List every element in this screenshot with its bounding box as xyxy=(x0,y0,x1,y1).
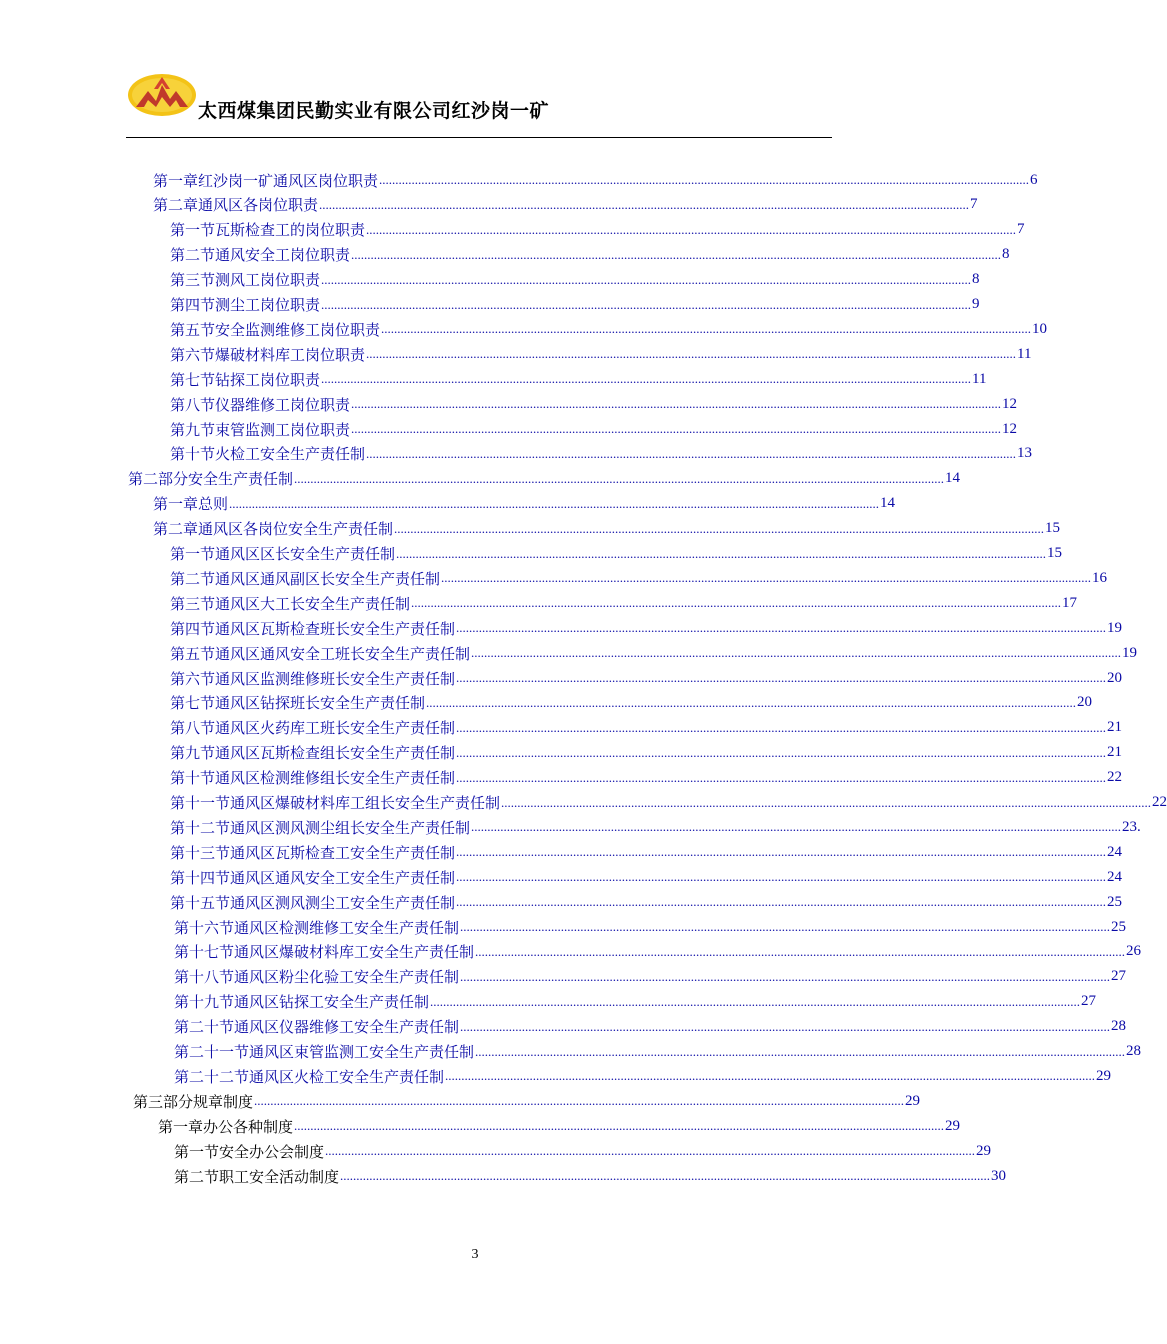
toc-entry-number: 第十节 xyxy=(170,445,216,464)
header-divider xyxy=(126,137,832,138)
toc-entry[interactable] xyxy=(170,866,1123,888)
toc-entry-page: 25 xyxy=(1107,893,1123,910)
toc-entry-page: 9 xyxy=(972,296,980,312)
toc-entry-page: 24 xyxy=(1107,843,1123,860)
toc-entry-number: 第四节 xyxy=(170,296,216,314)
toc-entry[interactable] xyxy=(174,1140,992,1162)
toc-entry-title: 通风区爆破材料库工组长安全生产责任制 xyxy=(230,794,501,812)
toc-entry-number: 第一节 xyxy=(170,545,216,563)
toc-entry-page: 7 xyxy=(970,196,978,213)
toc-leader-dots: ........................................................................................................................................................................................................ xyxy=(321,296,972,312)
toc-leader-dots: ........................................................................................................................................................................................................ xyxy=(460,1018,1111,1034)
toc-entry[interactable] xyxy=(170,592,1078,614)
toc-entry-title: 通风区钻探工安全生产责任制 xyxy=(234,993,430,1012)
toc-leader-dots: ........................................................................................................................................................................................................ xyxy=(366,346,1017,362)
toc-entry[interactable] xyxy=(153,194,978,216)
toc-entry-title: 安全办公会制度 xyxy=(219,1142,325,1161)
toc-entry-page: 22 xyxy=(1152,794,1167,810)
toc-entry-title: 安全生产责任制 xyxy=(188,470,294,489)
toc-entry-title: 通风区火检工安全生产责任制 xyxy=(249,1067,445,1086)
toc-entry[interactable] xyxy=(170,767,1123,789)
toc-entry-title: 办公各种制度 xyxy=(203,1117,294,1136)
toc-entry-page: 29 xyxy=(905,1092,921,1109)
toc-entry-title: 通风安全工岗位职责 xyxy=(215,246,351,265)
toc-entry[interactable] xyxy=(170,667,1123,689)
toc-entry-number: 第八节 xyxy=(170,395,216,414)
toc-entry-page: 12 xyxy=(1002,420,1018,437)
toc-entry-title: 通风区通风安全工班长安全生产责任制 xyxy=(215,644,471,663)
toc-entry-title: 钻探工岗位职责 xyxy=(215,370,321,389)
toc-entry[interactable] xyxy=(158,1115,961,1137)
toc-entry[interactable] xyxy=(170,742,1123,764)
toc-entry-title: 规章制度 xyxy=(193,1092,254,1111)
toc-entry[interactable] xyxy=(170,841,1123,863)
toc-entry-number: 第十六节 xyxy=(174,918,235,937)
toc-entry-number: 第六节 xyxy=(170,669,216,688)
toc-entry-page: 27 xyxy=(1111,968,1127,985)
toc-entry-page: 6 xyxy=(1030,171,1038,188)
toc-entry-title: 红沙岗一矿通风区岗位职责 xyxy=(198,171,379,190)
toc-entry[interactable] xyxy=(170,617,1123,639)
toc-entry-title: 职工安全活动制度 xyxy=(219,1167,340,1186)
toc-entry-page: 27 xyxy=(1081,993,1097,1010)
toc-entry-number: 第十九节 xyxy=(174,993,235,1012)
toc-entry[interactable] xyxy=(170,816,1141,838)
toc-entry-page: 29 xyxy=(945,1117,961,1134)
toc-entry[interactable] xyxy=(170,543,1063,565)
toc-entry-title: 通风区各岗位职责 xyxy=(198,196,319,215)
toc-entry-page: 21 xyxy=(1107,744,1123,761)
toc-entry-title: 通风区火药库工班长安全生产责任制 xyxy=(215,719,456,738)
toc-entry[interactable] xyxy=(174,941,1142,963)
toc-entry[interactable] xyxy=(170,717,1123,739)
toc-entry-page: 7 xyxy=(1017,221,1025,238)
toc-entry-number: 第十八节 xyxy=(174,968,235,987)
toc-entry-title: 通风区通风安全工安全生产责任制 xyxy=(230,868,456,887)
toc-entry-page: 19 xyxy=(1107,619,1123,636)
toc-leader-dots: ........................................................................................................................................................................................................ xyxy=(426,694,1077,710)
toc-entry-title: 通风区测风测尘工安全生产责任制 xyxy=(230,893,456,912)
toc-entry[interactable] xyxy=(128,468,961,490)
toc-entry-number: 第十四节 xyxy=(170,868,231,887)
toc-entry[interactable] xyxy=(153,518,1061,540)
toc-entry[interactable] xyxy=(170,418,1018,440)
page-number: 3 xyxy=(471,1247,479,1262)
toc-entry-title: 安全监测维修工岗位职责 xyxy=(215,320,381,339)
toc-entry-number: 第十三节 xyxy=(170,843,231,862)
toc-entry-number: 第三部分 xyxy=(133,1092,194,1111)
toc-leader-dots: ........................................................................................................................................................................................................ xyxy=(445,1068,1096,1084)
toc-entry-page: 26 xyxy=(1126,943,1142,960)
toc-entry[interactable] xyxy=(170,343,1032,365)
toc-entry-title: 通风区瓦斯检查组长安全生产责任制 xyxy=(215,744,456,763)
toc-leader-dots: ........................................................................................................................................................................................................ xyxy=(456,769,1107,785)
toc-entry-page: 28 xyxy=(1111,1018,1127,1035)
toc-entry[interactable] xyxy=(170,393,1018,415)
company-name: 太西煤集团民勤实业有限公司红沙岗一矿 xyxy=(198,100,550,122)
toc-leader-dots: ........................................................................................................................................................................................................ xyxy=(471,645,1122,661)
toc-entry-page: 8 xyxy=(972,271,980,288)
toc-entry-number: 第二十节 xyxy=(174,1018,235,1037)
toc-entry-page: 8 xyxy=(1002,246,1010,263)
toc-entry-number: 第五节 xyxy=(170,644,216,663)
toc-entry-number: 第六节 xyxy=(170,345,216,364)
toc-entry-title: 通风区仪器维修工安全生产责任制 xyxy=(234,1018,460,1037)
toc-leader-dots: ........................................................................................................................................................................................................ xyxy=(229,495,880,511)
toc-entry-page: 10 xyxy=(1032,320,1048,337)
toc-leader-dots: ........................................................................................................................................................................................................ xyxy=(456,719,1107,735)
toc-leader-dots: ........................................................................................................................................................................................................ xyxy=(321,371,972,387)
toc-entry-number: 第二十二节 xyxy=(174,1067,250,1086)
toc-entry-number: 第一章 xyxy=(153,495,199,514)
toc-entry-number: 第一节 xyxy=(170,221,216,240)
toc-leader-dots: ........................................................................................................................................................................................................ xyxy=(460,919,1111,934)
toc-entry-title: 通风区监测维修班长安全生产责任制 xyxy=(215,669,456,688)
toc-entry-page: 23. xyxy=(1122,818,1141,835)
toc-entry-number: 第二章 xyxy=(153,196,199,215)
toc-entry-title: 通风区检测维修工安全生产责任制 xyxy=(234,918,460,937)
toc-entry-page: 28 xyxy=(1126,1043,1142,1059)
company-logo-icon xyxy=(126,67,198,119)
toc-entry-page: 29 xyxy=(1096,1067,1112,1084)
toc-entry-number: 第四节 xyxy=(170,619,216,638)
toc-entry-title: 通风区束管监测工安全生产责任制 xyxy=(249,1043,475,1061)
toc-entry[interactable] xyxy=(170,443,1033,465)
toc-leader-dots: ........................................................................................................................................................................................................ xyxy=(501,794,1152,810)
toc-entry-number: 第二十一节 xyxy=(174,1043,250,1061)
toc-entry-page: 20 xyxy=(1107,669,1123,686)
toc-entry-number: 第二章 xyxy=(153,520,199,539)
toc-entry-page: 19 xyxy=(1122,644,1138,661)
toc-entry-number: 第八节 xyxy=(170,719,216,738)
toc-leader-dots: ........................................................................................................................................................................................................ xyxy=(394,520,1045,536)
toc-entry-number: 第三节 xyxy=(170,271,216,290)
toc-leader-dots: ........................................................................................................................................................................................................ xyxy=(475,1043,1126,1059)
toc-entry[interactable] xyxy=(170,692,1093,714)
toc-entry[interactable] xyxy=(174,916,1127,938)
toc-entry-page: 11 xyxy=(1017,345,1032,362)
toc-entry-page: 29 xyxy=(976,1142,992,1159)
toc-leader-dots: ........................................................................................................................................................................................................ xyxy=(411,595,1062,611)
toc-entry-page: 24 xyxy=(1107,868,1123,885)
toc-entry-page: 14 xyxy=(945,470,961,487)
toc-leader-dots: ........................................................................................................................................................................................................ xyxy=(456,744,1107,760)
toc-entry-page: 21 xyxy=(1107,719,1123,736)
toc-entry-title: 通风区大工长安全生产责任制 xyxy=(215,594,411,613)
toc-leader-dots: ........................................................................................................................................................................................................ xyxy=(381,321,1032,337)
toc-entry-number: 第十一节 xyxy=(170,794,231,812)
toc-entry-title: 通风区区长安全生产责任制 xyxy=(215,545,396,563)
toc-leader-dots: ........................................................................................................................................................................................................ xyxy=(471,819,1122,835)
toc-entry[interactable] xyxy=(174,991,1097,1013)
toc-entry-title: 测风工岗位职责 xyxy=(215,271,321,290)
toc-leader-dots: ........................................................................................................................................................................................................ xyxy=(321,271,972,287)
toc-entry[interactable] xyxy=(174,1016,1127,1038)
toc-entry-title: 通风区爆破材料库工安全生产责任制 xyxy=(234,943,475,962)
toc-entry-number: 第二部分 xyxy=(128,470,189,489)
toc-leader-dots: ........................................................................................................................................................................................................ xyxy=(456,869,1107,885)
toc-leader-dots: ........................................................................................................................................................................................................ xyxy=(340,1168,991,1183)
toc-entry-title: 测尘工岗位职责 xyxy=(215,296,321,314)
toc-entry-number: 第二节 xyxy=(170,569,216,588)
toc-entry[interactable] xyxy=(153,169,1038,191)
toc-entry[interactable] xyxy=(170,269,980,291)
toc-entry-number: 第十二节 xyxy=(170,818,231,837)
toc-leader-dots: ........................................................................................................................................................................................................ xyxy=(430,993,1081,1009)
toc-leader-dots: ........................................................................................................................................................................................................ xyxy=(254,1093,905,1109)
toc-entry[interactable] xyxy=(170,567,1108,589)
toc-leader-dots: ........................................................................................................................................................................................................ xyxy=(456,620,1107,636)
toc-entry[interactable] xyxy=(170,219,1025,241)
toc-entry[interactable] xyxy=(170,891,1123,913)
toc-entry-number: 第十五节 xyxy=(170,893,231,912)
toc-entry[interactable] xyxy=(170,368,987,390)
toc-entry-number: 第一章 xyxy=(158,1117,204,1136)
toc-entry-page: 15 xyxy=(1047,545,1063,561)
toc-entry[interactable] xyxy=(170,244,1010,266)
toc-entry-title: 通风区钻探班长安全生产责任制 xyxy=(215,694,426,713)
toc-entry-number: 第七节 xyxy=(170,370,216,389)
toc-entry[interactable] xyxy=(174,1165,1007,1187)
toc-entry-page: 11 xyxy=(972,370,987,387)
toc-entry-title: 总则 xyxy=(198,495,229,514)
toc-leader-dots: ........................................................................................................................................................................................................ xyxy=(441,570,1092,586)
toc-entry-title: 瓦斯检查工的岗位职责 xyxy=(215,221,366,240)
toc-entry-title: 通风区各岗位安全生产责任制 xyxy=(198,520,394,539)
toc-entry-page: 14 xyxy=(880,495,896,512)
toc-leader-dots: ........................................................................................................................................................................................................ xyxy=(456,894,1107,910)
toc-leader-dots: ........................................................................................................................................................................................................ xyxy=(396,545,1047,561)
toc-leader-dots: ........................................................................................................................................................................................................ xyxy=(294,470,945,486)
toc-entry-title: 束管监测工岗位职责 xyxy=(215,420,351,439)
toc-entry-number: 第五节 xyxy=(170,320,216,339)
toc-leader-dots: ........................................................................................................................................................................................................ xyxy=(456,844,1107,860)
toc-entry[interactable] xyxy=(170,318,1048,340)
toc-entry-title: 火检工安全生产责任制 xyxy=(215,445,366,464)
toc-entry-page: 30 xyxy=(991,1167,1007,1184)
toc-leader-dots: ........................................................................................................................................................................................................ xyxy=(351,246,1002,262)
toc-entry-number: 第一节 xyxy=(174,1142,220,1161)
toc-leader-dots: ........................................................................................................................................................................................................ xyxy=(366,221,1017,237)
toc-entry-title: 通风区粉尘化验工安全生产责任制 xyxy=(234,968,460,987)
toc-entry[interactable] xyxy=(174,1041,1142,1063)
toc-leader-dots: ........................................................................................................................................................................................................ xyxy=(460,968,1111,984)
toc-leader-dots: ........................................................................................................................................................................................................ xyxy=(456,670,1107,685)
toc-entry-number: 第九节 xyxy=(170,420,216,439)
toc-entry-number: 第九节 xyxy=(170,744,216,763)
toc-entry-number: 第二节 xyxy=(174,1167,220,1186)
toc-entry[interactable] xyxy=(170,642,1138,664)
toc-entry-page: 25 xyxy=(1111,918,1127,935)
toc-entry[interactable] xyxy=(174,966,1127,988)
toc-leader-dots: ........................................................................................................................................................................................................ xyxy=(351,396,1002,412)
toc-entry-title: 通风区瓦斯检查工安全生产责任制 xyxy=(230,843,456,862)
toc-entry-title: 仪器维修工岗位职责 xyxy=(215,395,351,414)
toc-entry[interactable] xyxy=(170,294,980,316)
toc-entry-page: 12 xyxy=(1002,395,1018,412)
toc-entry-number: 第七节 xyxy=(170,694,216,713)
toc-entry-number: 第十七节 xyxy=(174,943,235,962)
toc-entry-page: 13 xyxy=(1017,445,1033,462)
toc-entry-page: 22 xyxy=(1107,769,1123,786)
toc-entry[interactable] xyxy=(174,1065,1112,1087)
toc-entry-title: 通风区瓦斯检查班长安全生产责任制 xyxy=(215,619,456,638)
toc-leader-dots: ........................................................................................................................................................................................................ xyxy=(319,196,970,212)
toc-entry-title: 通风区检测维修组长安全生产责任制 xyxy=(215,769,456,788)
toc-entry-title: 爆破材料库工岗位职责 xyxy=(215,345,366,364)
toc-entry-number: 第一章 xyxy=(153,171,199,190)
toc-leader-dots: ........................................................................................................................................................................................................ xyxy=(379,172,1030,187)
toc-entry-number: 第三节 xyxy=(170,594,216,613)
toc-entry-page: 17 xyxy=(1062,594,1078,611)
toc-entry[interactable] xyxy=(153,493,896,515)
toc-entry[interactable] xyxy=(170,792,1167,814)
toc-leader-dots: ........................................................................................................................................................................................................ xyxy=(325,1143,976,1159)
toc-entry[interactable] xyxy=(133,1090,921,1112)
toc-leader-dots: ........................................................................................................................................................................................................ xyxy=(294,1118,945,1134)
toc-entry-page: 20 xyxy=(1077,694,1093,711)
toc-leader-dots: ........................................................................................................................................................................................................ xyxy=(366,445,1017,461)
toc-entry-number: 第十节 xyxy=(170,769,216,788)
toc-leader-dots: ........................................................................................................................................................................................................ xyxy=(475,943,1126,959)
toc-entry-title: 通风区通风副区长安全生产责任制 xyxy=(215,569,441,588)
toc-entry-number: 第二节 xyxy=(170,246,216,265)
toc-leader-dots: ........................................................................................................................................................................................................ xyxy=(351,421,1002,436)
toc-entry-title: 通风区测风测尘组长安全生产责任制 xyxy=(230,818,471,837)
toc-entry-page: 16 xyxy=(1092,569,1108,586)
toc-entry-page: 15 xyxy=(1045,520,1061,537)
